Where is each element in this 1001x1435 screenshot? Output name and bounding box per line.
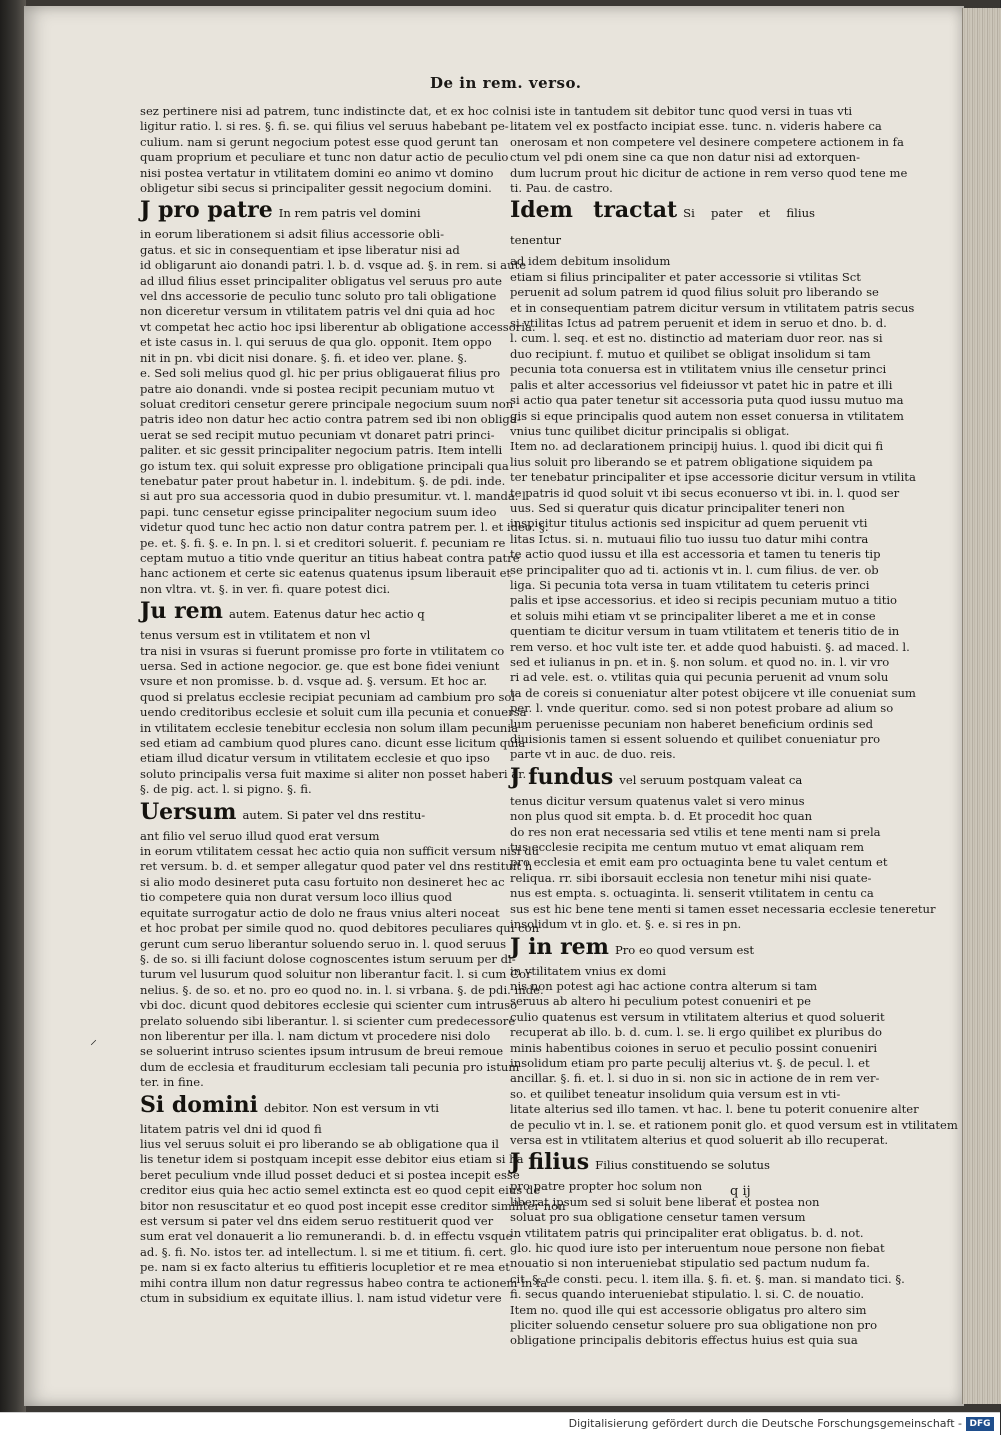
text-line: in vtilitatem patris qui principaliter erat obligatus. b. d. not. [510, 1225, 864, 1240]
text-line: duo recipiunt. f. mutuo et quilibet se obligat insolidum si tam [510, 346, 871, 361]
right-rubric-3 [510, 935, 815, 962]
text-line: soluat pro sua obligatione censetur tamen versum [510, 1210, 806, 1225]
text-line: gerunt cum seruo liberantur soluendo seruo in. l. quod seruus [140, 936, 507, 951]
text-line: tenebatur pater prout habetur in. l. indebitum. §. de pdi. inde. [140, 473, 506, 488]
text-line: ant filio vel seruo illud quod erat versum [140, 828, 380, 843]
text-line: litatem vel ex postfacto incipiat esse. tunc. n. videris habere ca [510, 119, 882, 134]
text-line: si aut pro sua accessoria quod in dubio presumitur. vt. l. manda. l. [140, 489, 530, 504]
text-line: turum vel lusurum quod soluitur non liberantur facit. l. si cum Cor [140, 967, 532, 982]
text-line: in vtilitatem ecclesie tenebitur ecclesia non solum illam pecunia [140, 720, 519, 735]
rubric-initial: Si domini [140, 1091, 258, 1118]
text-line: ter. in fine. [140, 1075, 204, 1090]
rubric-initial: J filius [510, 1149, 590, 1176]
text-line: de peculio vt in. l. se. et rationem ponit glo. et quod versum est in vtilitatem [510, 1117, 958, 1132]
text-line: si actio qua pater tenetur sit accessoria puta quod iussu mutuo ma [510, 393, 904, 408]
text-line: tio competere quia non durat versum loco illius quod [140, 890, 452, 905]
text-line: ancillar. §. fi. et. l. si duo in si. non sic in actione de in rem ver- [510, 1071, 880, 1086]
dfg-logo-icon[interactable]: DFG [966, 1417, 994, 1431]
text-line: rem verso. et hoc vult iste ter. et adde quod habuisti. §. ad maced. l. [510, 639, 910, 654]
text-line: insolidum etiam pro parte peculij alterius vt. §. de pecul. l. et [510, 1055, 870, 1070]
rubric-initial: Uersum [140, 798, 237, 825]
text-line: et iste casus in. l. qui seruus de qua glo. opponit. Item oppo [140, 335, 492, 350]
text-line: se soluerint intruso scientes ipsum intrusum de breui remoue [140, 1044, 504, 1059]
text-line: creditor eius quia hec actio semel extincta est eo quod cepit eius de [140, 1183, 541, 1198]
text-line: so. et quilibet teneatur insolidum quia versum est in vti- [510, 1086, 841, 1101]
text-line: per. l. vnde queritur. como. sed si non potest probare ad alium so [510, 701, 894, 716]
text-line: et hoc probat per simile quod no. quod debitores peculiares qui con [140, 921, 540, 936]
text-line: vsure et non promisse. b. d. vsque ad. §. versum. Et hoc ar. [140, 674, 488, 689]
rubric-continuation: Si pater et filius tenentur [510, 206, 815, 248]
text-line: papi. tunc censetur egisse principaliter negocium suum ideo [140, 504, 497, 519]
text-line: quentiam te dicitur versum in tuam vtilitatem et teneris titio de in [510, 624, 900, 639]
text-line: sus est hic bene tene menti si tamen esset necessaria ecclesie teneretur [510, 901, 936, 916]
text-line: pe. et. §. fi. §. e. In pn. l. si et creditori soluerit. f. pecuniam re [140, 535, 506, 550]
text-line: litate alterius sed illo tamen. vt hac. l. bene tu poterit conuenire alter [510, 1102, 919, 1117]
text-line: insolidum vt in glo. et. §. e. si res in pn. [510, 917, 742, 932]
text-line: in vtilitatem vnius ex domi [510, 963, 666, 978]
rubric-continuation: Filius constituendo se solutus [595, 1158, 770, 1173]
text-line: te actio quod iussu et illa est accessoria et tamen tu teneris tip [510, 547, 881, 562]
text-line: uendo creditoribus ecclesie et soluit cum illa pecunia et conuersa [140, 705, 527, 720]
text-line: nouatio si non interueniebat stipulatio sed pactum nudum fa. [510, 1256, 870, 1271]
text-line: lis tenetur idem si postquam incepit esse debitor eius etiam si ha [140, 1152, 524, 1167]
text-line: et in consequentiam patrem dicitur versum in vtilitatem patris secus [510, 300, 915, 315]
text-line: ad idem debitum insolidum [510, 254, 671, 269]
text-line: tenus versum est in vtilitatem et non vl [140, 628, 371, 643]
text-line: nus est empta. s. octuaginta. li. senserit vtilitatem in centu ca [510, 886, 874, 901]
left-paragraph-2 [140, 227, 549, 597]
text-line: nisi iste in tantudem sit debitor tunc quod versi in tuas vti [510, 104, 853, 118]
text-line: l. cum. l. seq. et est no. distinctio ad materiam duor reor. nas si [510, 331, 883, 346]
text-line: soluat creditori censetur gerere principale negocium suum non [140, 396, 514, 411]
text-line: versa est in vtilitatem alterius et quod soluerit ab illo recuperat. [510, 1132, 889, 1147]
text-line: diuisionis tamen si essent soluendo et quilibet conueniatur pro [510, 732, 881, 747]
book-binding-edge [0, 0, 26, 1412]
rubric-initial: Ju rem [140, 598, 223, 625]
text-line: minis habentibus coiones in seruo et peculio possint conueniri [510, 1040, 878, 1055]
text-line: §. de so. si illi faciunt dolose cognoscentes istum seruum per di- [140, 951, 516, 966]
text-line: recuperat ab illo. b. d. cum. l. se. li ergo quilibet ex pluribus do [510, 1025, 882, 1040]
text-line: §. de pig. act. l. si pigno. §. fi. [140, 782, 312, 797]
text-line: non liberentur per illa. l. nam dictum vt procedere nisi dolo [140, 1028, 491, 1043]
left-rubric-4 [140, 1093, 440, 1120]
text-line: ter tenebatur principaliter et ipse accessorie dicitur versum in vtilita [510, 470, 916, 485]
rubric-initial: J fundus [510, 763, 614, 790]
text-line: Item no. ad declarationem principij huius. l. quod ibi dicit qui fi [510, 439, 884, 454]
text-line: go istum tex. qui soluit expresse pro obligatione principali qua [140, 458, 509, 473]
text-line: est versum si pater vel dns eidem seruo restituerit quod ver [140, 1214, 494, 1228]
text-line: prelato soluendo sibi liberantur. l. si scienter cum predecessore [140, 1013, 516, 1028]
text-line: litatem patris vel dni id quod fi [140, 1121, 322, 1136]
text-line: tenus dicitur versum quatenus valet si vero minus [510, 793, 805, 808]
footer-bar [0, 1412, 1000, 1435]
right-rubric-1 [510, 198, 815, 252]
right-text-column [510, 104, 958, 1349]
text-line: obligatione principalis debitoris effectus huius est quia sua [510, 1333, 858, 1348]
text-line: palis et ipse accessorius. et ideo si recipis pecuniam mutuo a titio [510, 593, 898, 608]
rubric-continuation: autem. Si pater vel dns restitu- [242, 807, 426, 822]
text-line: ti. Pau. de castro. [510, 181, 613, 196]
text-line: tra nisi in vsuras si fuerunt promisse pro forte in vtilitatem co [140, 643, 505, 658]
running-head: De in rem. verso. [430, 74, 582, 92]
text-line: reliqua. rr. sibi iborsauit ecclesia non tenetur mihi nisi quate- [510, 870, 872, 885]
text-line: hanc actionem et certe sic eatenus quatenus ipsum liberauit et [140, 566, 512, 581]
rubric-continuation: vel seruum postquam valeat ca [619, 772, 803, 787]
rubric-continuation: In rem patris vel domini [278, 206, 421, 221]
text-line: obligetur sibi secus si principaliter gessit negocium domini. [140, 181, 492, 196]
text-line: ri ad vele. est. o. vtilitas quia qui pecunia peruenit ad vnum solu [510, 670, 889, 685]
right-paragraph-1 [510, 104, 908, 196]
text-line: dum de ecclesia et frauditurum ecclesiam tali pecunia pro istum [140, 1059, 520, 1074]
text-line: et soluis mihi etiam vt se principaliter liberet a me et in conse [510, 608, 876, 623]
text-line: bitor non resuscitatur et eo quod post incepit esse creditor similiter non [140, 1198, 566, 1213]
right-paragraph-4 [510, 963, 958, 1149]
text-line: Item no. quod ille qui est accessorie obligatus pro altero sim [510, 1302, 867, 1317]
text-line: lius soluit pro liberando se et patrem obligatione siquidem pa [510, 454, 873, 469]
text-line: vt competat hec actio hoc ipsi liberentur ab obligatione accessoria. [140, 319, 536, 334]
rubric-continuation: debitor. Non est versum in vti [263, 1100, 439, 1115]
text-line: mihi contra illum non datur regressus habeo contra te actionem in fa [140, 1275, 548, 1290]
text-line: in eorum liberationem si adsit filius accessorie obli- [140, 227, 444, 242]
text-line: palis et alter accessorius vel fideiussor vt patet hic in patre et illi [510, 377, 893, 392]
text-line: sez pertinere nisi ad patrem, tunc indistincte dat, et ex hoc col [140, 104, 510, 118]
text-line: ctum in subsidium ex equitate illius. l. nam istud videtur vere [140, 1291, 502, 1306]
margin-mark: ⸝ [90, 1032, 97, 1048]
text-line: beret peculium vnde illud posset deduci et si postea incepit esse [140, 1167, 520, 1182]
text-line: lum peruenisse pecuniam non haberet beneficium ordinis sed [510, 716, 874, 731]
text-line: ligitur ratio. l. si res. §. fi. se. qui filius vel seruus habebant pe- [140, 119, 509, 134]
funding-credit: Digitalisierung gefördert durch die Deutsche Forschungsgemeinschaft - [568, 1417, 962, 1430]
text-line: dum lucrum prout hic dicitur de actione in rem verso quod tene me [510, 165, 908, 180]
text-line: paliter. et sic gessit principaliter negocium patris. Item intelli [140, 443, 503, 458]
text-line: cit. §. de consti. pecu. l. item illa. §. fi. et. §. man. si mandato tici. §. [510, 1271, 905, 1286]
text-line: non diceretur versum in vtilitatem patris vel dni quia ad hoc [140, 304, 495, 319]
text-line: non plus quod sit empta. b. d. Et procedit hoc quan [510, 809, 813, 824]
text-line: inspicitur titulus actionis sed inspicitur ad quem peruenit vti [510, 516, 868, 531]
right-rubric-4 [510, 1150, 815, 1177]
text-line: equitate surrogatur actio de dolo ne fraus vnius alteri noceat [140, 905, 500, 920]
text-line: gatus. et sic in consequentiam et ipse liberatur nisi ad [140, 242, 460, 257]
text-line: culio quatenus est versum in vtilitatem alterius et quod soluerit [510, 1009, 885, 1024]
text-line: ta de coreis si conueniatur alter potest obijcere vt ille conueniat sum [510, 685, 916, 700]
text-line: pro ecclesia et emit eam pro octuaginta bene tu valet centum et [510, 855, 888, 870]
text-line: pe. nam si ex facto alterius tu effitieris locupletior et re mea et [140, 1260, 510, 1275]
rubric-continuation: Pro eo quod versum est [614, 942, 754, 957]
text-line: litas Ictus. si. n. mutuaui filio tuo iussu tuo datur mihi contra [510, 531, 869, 546]
left-paragraph-4 [140, 828, 544, 1091]
text-line: peruenit ad solum patrem id quod filius soluit pro liberando se [510, 285, 879, 300]
text-line: etiam illud dicatur versum in vtilitatem ecclesie et quo ipso [140, 751, 490, 766]
text-line: non vltra. vt. §. in ver. fi. quare potest dici. [140, 581, 391, 596]
text-line: id obligarunt aio donandi patri. l. b. d. vsque ad. §. in rem. si aute [140, 258, 527, 273]
text-line: sed et iulianus in pn. et in. §. non solum. et quod no. in. l. vir vro [510, 655, 890, 669]
right-paragraph-5 [510, 1179, 905, 1348]
text-line: ad illud filius esset principaliter obligatus vel seruus pro aute [140, 273, 502, 288]
text-line: pro patre propter hoc solum non [510, 1179, 703, 1194]
text-line: in eorum vtilitatem cessat hec actio quia non sufficit versum nisi du [140, 844, 540, 859]
text-line: nit in pn. vbi dicit nisi donare. §. fi. et ideo ver. plane. §. [140, 350, 468, 365]
text-line: ad. §. fi. No. istos ter. ad intellectum. l. si me et titium. fi. cert. [140, 1244, 507, 1259]
left-rubric-1 [140, 198, 440, 225]
text-line: uerat se sed recipit mutuo pecuniam vt donaret patri princi- [140, 427, 495, 442]
signature-mark: q ij [730, 1184, 751, 1199]
text-line: sed etiam ad cambium quod plures cano. dicunt esse licitum quia [140, 736, 526, 751]
rubric-continuation: autem. Eatenus datur hec actio q [228, 607, 425, 622]
left-paragraph-1 [140, 104, 510, 196]
text-line: pliciter soluendo censetur soluere pro sua obligatione non pro [510, 1318, 878, 1333]
right-paragraph-3 [510, 793, 936, 933]
rubric-initial: J in rem [510, 933, 609, 960]
text-line: soluto principalis versa fuit maxime si aliter non posset haberi ar. [140, 766, 527, 781]
text-line: liberat ipsum sed si soluit bene liberat et postea non [510, 1194, 820, 1209]
text-line: vbi doc. dicunt quod debitores ecclesie qui scienter cum intruso [140, 998, 518, 1013]
left-rubric-2 [140, 599, 440, 626]
text-line: patris ideo non datur hec actio contra patrem sed ibi non obliga- [140, 412, 521, 427]
text-line: parte vt in auc. de duo. reis. [510, 747, 676, 762]
text-line: si vtilitas Ictus ad patrem peruenit et idem in seruo et dno. b. d. [510, 316, 887, 331]
text-line: nis non potest agi hac actione contra alterum si tam [510, 978, 818, 993]
text-line: uersa. Sed in actione negocior. ge. que est bone fidei veniunt [140, 659, 500, 673]
text-line: e. Sed soli melius quod gl. hic per prius obligauerat filius pro [140, 366, 501, 381]
text-line: patre aio donandi. vnde si postea recipit pecuniam mutuo vt [140, 381, 495, 396]
text-line: glo. hic quod iure isto per interuentum noue persone non fiebat [510, 1241, 885, 1255]
text-line: etiam si filius principaliter et pater accessorie si vtilitas Sct [510, 269, 861, 284]
text-line: gis si eque principalis quod autem non esset conuersa in vtilitatem [510, 408, 904, 423]
left-paragraph-3 [140, 628, 527, 797]
text-line: nisi postea vertatur in vtilitatem domini eo animo vt domino [140, 165, 494, 180]
text-line: tus ecclesie recipita me centum mutuo vt emat aliquam rem [510, 840, 864, 855]
text-line: liga. Si pecunia tota versa in tuam vtilitatem tu ceteris princi [510, 577, 870, 592]
text-line: quam proprium et peculiare et tunc non datur actio de peculio [140, 150, 509, 165]
right-rubric-2 [510, 765, 815, 792]
text-line: culium. nam si gerunt negocium potest esse quod gerunt tan [140, 134, 499, 149]
text-line: se principaliter quo ad ti. actionis vt in. l. cum filius. de ver. ob [510, 562, 879, 577]
text-line: vnius tunc quilibet dicitur principalis si obligat. [510, 423, 790, 438]
text-line: ceptam mutuo a titio vnde queritur an titius habeat contra patre [140, 550, 520, 565]
text-line: te patris id quod soluit vt ibi secus econuerso vt ibi. in. l. quod ser [510, 485, 900, 500]
text-line: pecunia tota conuersa est in vtilitatem vnius ille censetur princi [510, 362, 887, 377]
text-line: lius vel seruus soluit ei pro liberando se ab obligatione qua il [140, 1136, 499, 1151]
right-paragraph-2 [510, 254, 916, 762]
text-line: ret versum. b. d. et semper allegatur quod pater vel dns restituit h [140, 859, 533, 874]
left-rubric-3 [140, 800, 440, 827]
text-line: si alio modo desineret puta casu fortuito non desineret hec ac [140, 874, 505, 889]
text-line: videtur quod tunc hec actio non datur contra patrem per. l. et ideo. §. [140, 520, 549, 535]
rubric-initial: Idem tractat [510, 197, 678, 224]
text-line: uus. Sed si queratur quis dicatur principaliter teneri non [510, 500, 845, 515]
text-line: sum erat vel donauerit a lio remunerandi. b. d. in effectu vsque [140, 1229, 513, 1244]
text-line: quod si prelatus ecclesie recipiat pecuniam ad cambium pro sol [140, 689, 516, 704]
page-stack-edge [962, 8, 1001, 1404]
text-line: do res non erat necessaria sed vtilis et tene menti nam si prela [510, 824, 881, 839]
text-line: ctum vel pdi onem sine ca que non datur nisi ad extorquen- [510, 150, 861, 165]
text-line: fi. secus quando interueniebat stipulatio. l. si. C. de nouatio. [510, 1287, 865, 1302]
text-line: onerosam et non competere vel desinere competere actionem in fa [510, 134, 904, 149]
text-line: nelius. §. de so. et no. pro eo quod no. in. l. si vrbana. §. de pdi. inde. [140, 982, 544, 997]
rubric-initial: J pro patre [140, 197, 273, 224]
text-line: seruus ab altero hi peculium potest conueniri et pe [510, 994, 812, 1009]
text-line: vel dns accessorie de peculio tunc soluto pro tali obligatione [140, 289, 497, 304]
